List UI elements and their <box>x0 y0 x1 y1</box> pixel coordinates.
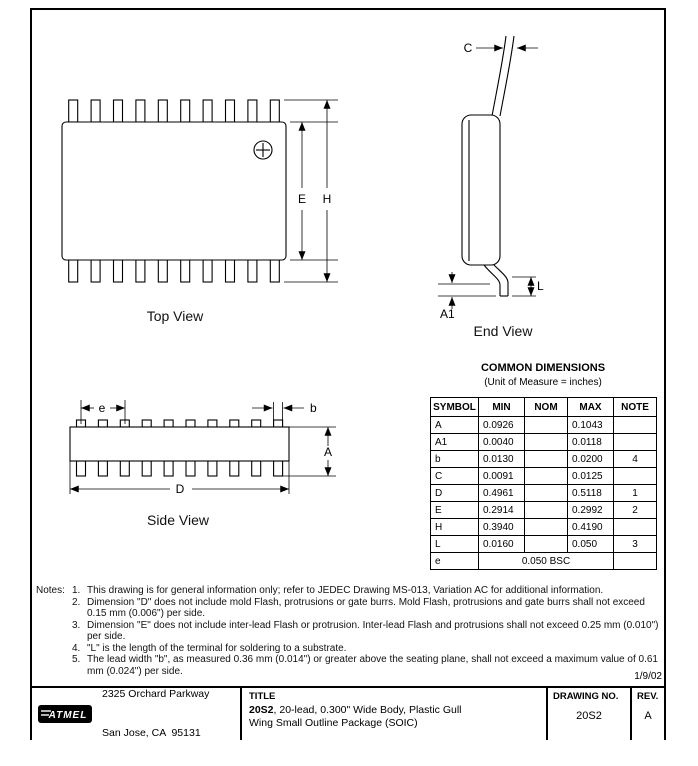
dim-label-L: L <box>537 279 544 293</box>
atmel-logo <box>38 704 92 724</box>
company-address: 2325 Orchard Parkway San Jose, CA 95131 <box>102 688 210 739</box>
table-row: A 0.0926 0.1043 <box>431 417 657 434</box>
note-item: 1. This drawing is for general information only; refer to JEDEC Drawing MS-013, Variation AC for additional information. <box>72 585 604 596</box>
atmel-logo-text: ATMEL <box>48 710 88 721</box>
top-view-drawing <box>40 88 360 318</box>
dim-label-E: E <box>297 192 307 206</box>
side-view-leads <box>77 461 283 476</box>
col-header-note: NOTE <box>614 398 657 417</box>
end-view-body <box>462 115 500 265</box>
note-item: 5. The lead width "b", as measured 0.36 mm (0.014") or greater above the seating plane, shall not exceed a maximum value of 0.61 mm (0.024") per side. <box>72 654 658 677</box>
side-view-lead-shoulders <box>77 420 283 427</box>
end-view-drawing <box>430 32 580 327</box>
table-row: D 0.4961 0.5118 1 <box>431 485 657 502</box>
dim-L <box>512 277 544 296</box>
common-dimensions-subtitle: (Unit of Measure = inches) <box>484 377 602 388</box>
title-block-drawing-no-cell <box>546 688 630 740</box>
rev-label: REV. <box>637 691 659 702</box>
col-header-max: MAX <box>568 398 614 417</box>
top-view-label: Top View <box>146 308 204 324</box>
table-row: L 0.0160 0.050 3 <box>431 536 657 553</box>
dim-A1 <box>438 272 496 321</box>
table-row: C 0.0091 0.0125 <box>431 468 657 485</box>
table-row: A1 0.0040 0.0118 <box>431 434 657 451</box>
drawing-no-label: DRAWING NO. <box>553 691 619 702</box>
top-view-pins-top <box>69 100 280 122</box>
common-dimensions-title: COMMON DIMENSIONS <box>480 362 606 374</box>
drawing-title: 20S2, 20-lead, 0.300" Wide Body, Plastic Gull Wing Small Outline Package (SOIC) <box>249 704 462 729</box>
rev-value: A <box>644 710 652 722</box>
dim-E <box>290 122 338 260</box>
title-label: TITLE <box>249 691 276 702</box>
end-view-label: End View <box>473 323 533 339</box>
note-item: 2. Dimension "D" does not include mold Flash, protrusions or gate burrs. Mold Flash, protrusions and gate burrs shall not exceed 0.15 mm (0.006") per side. <box>72 596 645 619</box>
title-block-rev-cell <box>630 688 664 740</box>
table-row: b 0.0130 0.0200 4 <box>431 451 657 468</box>
side-view-label: Side View <box>146 512 209 528</box>
title-block-company-cell <box>32 688 240 740</box>
title-block <box>32 686 664 740</box>
table-row: H 0.3940 0.4190 <box>431 519 657 536</box>
col-header-min: MIN <box>479 398 525 417</box>
dim-A <box>283 427 336 476</box>
note-item: 3. Dimension "E" does not include inter-lead Flash or protrusion. Inter-lead Flash and protrusions shall not exceed 0.25 mm (0.010") per side. <box>72 619 659 642</box>
table-row: e 0.050 BSC <box>431 553 657 570</box>
side-view-body <box>70 427 289 461</box>
drawing-no-value: 20S2 <box>576 710 602 722</box>
dim-label-D: D <box>175 482 185 496</box>
col-header-nom: NOM <box>525 398 568 417</box>
side-view-drawing <box>40 390 370 515</box>
dim-label-A1: A1 <box>440 307 455 321</box>
title-block-title-cell <box>240 688 546 740</box>
end-view-bottom-lead <box>484 265 508 296</box>
dim-label-b: b <box>310 401 317 415</box>
dim-H <box>284 100 338 282</box>
top-view-body <box>62 122 286 260</box>
dim-label-H: H <box>322 192 332 206</box>
dim-label-e: e <box>98 401 106 415</box>
notes-label: Notes: <box>36 585 65 596</box>
dim-C <box>464 41 538 55</box>
top-view-pins-bottom <box>69 260 280 282</box>
dim-label-A: A <box>323 445 333 459</box>
table-header-row <box>431 398 657 417</box>
date-label: 1/9/02 <box>634 671 662 682</box>
dim-label-C: C <box>463 41 473 55</box>
note-item: 4. "L" is the length of the terminal for soldering to a substrate. <box>72 642 347 654</box>
col-header-symbol: SYMBOL <box>431 398 479 417</box>
pin1-indicator-circle <box>254 141 272 159</box>
dim-b <box>252 401 317 426</box>
dimensions-table <box>430 397 657 570</box>
table-row: E 0.2914 0.2992 2 <box>431 502 657 519</box>
